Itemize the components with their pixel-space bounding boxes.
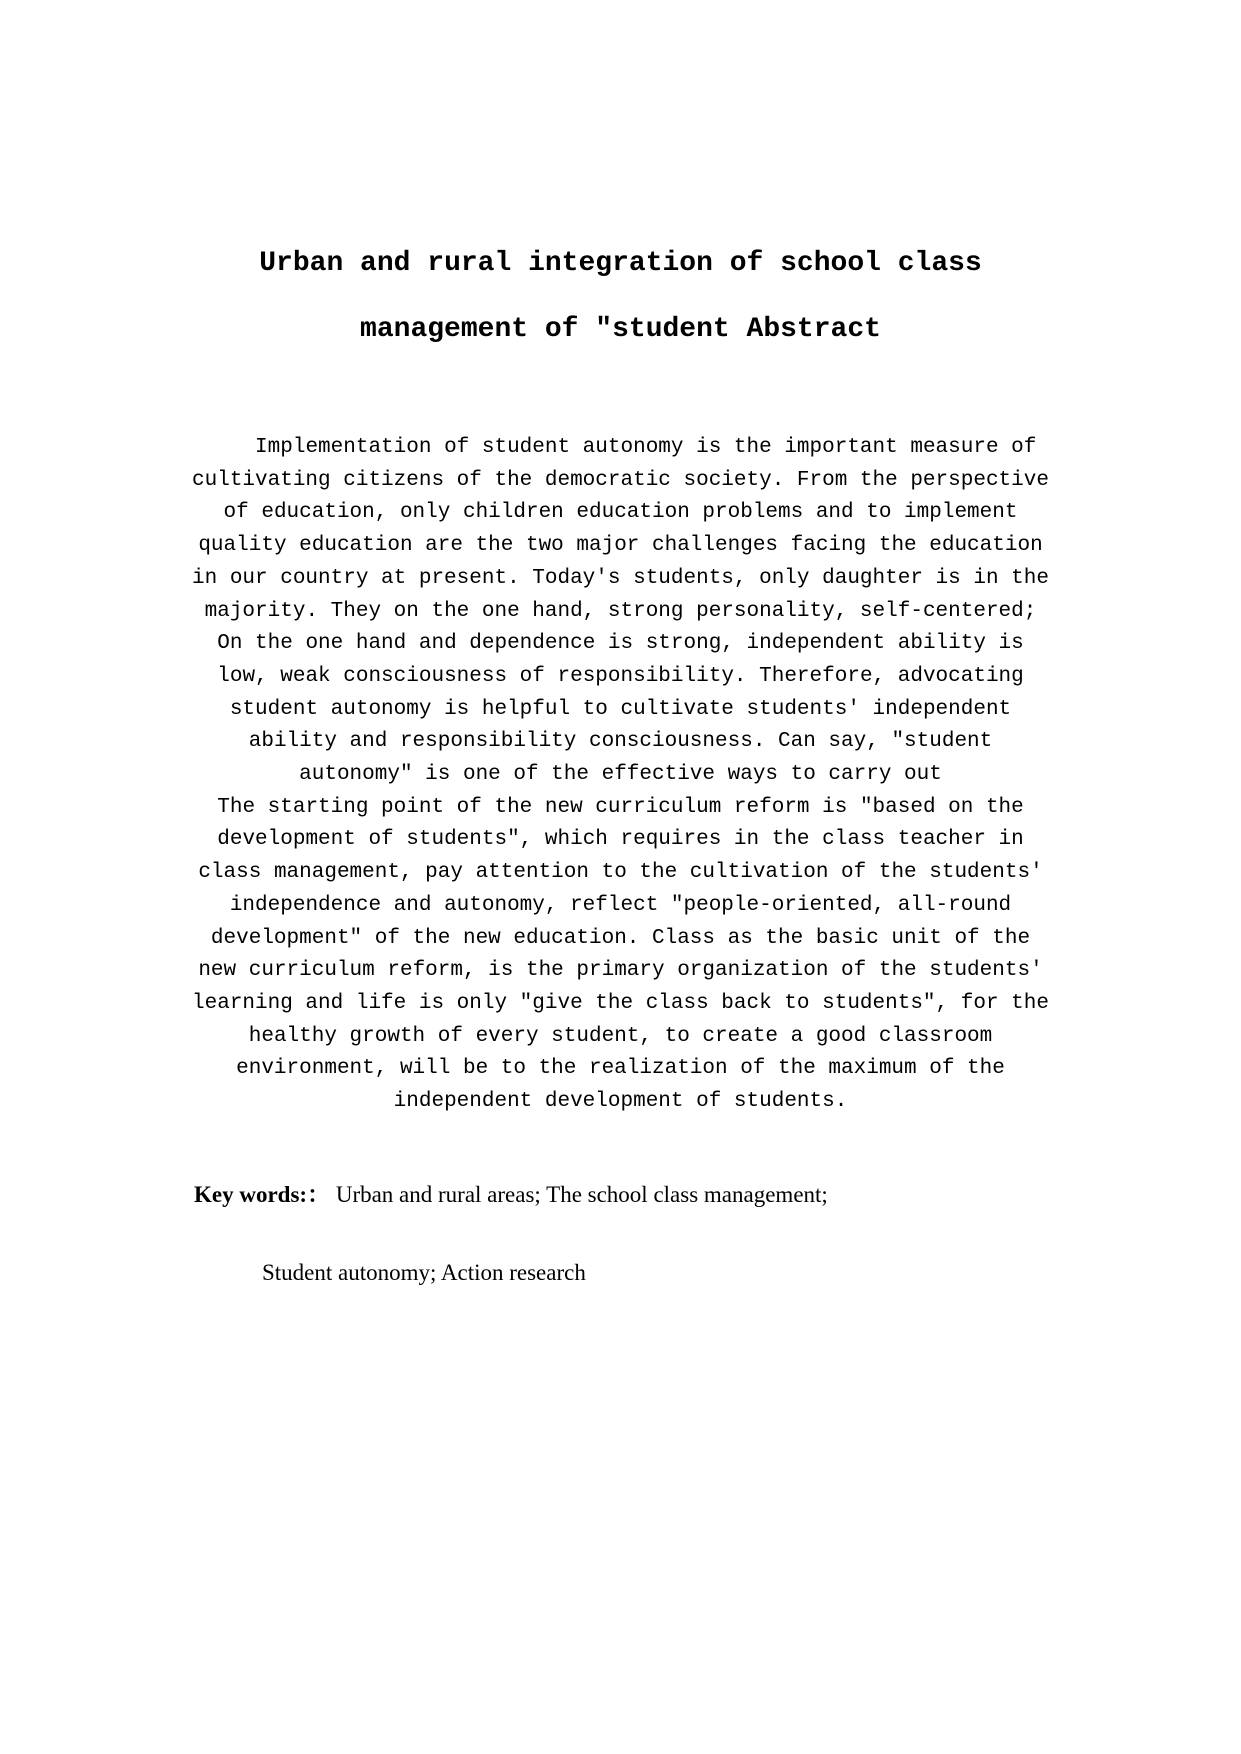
abstract-line: The starting point of the new curriculum reform is "based on the: [217, 795, 1024, 819]
abstract-line: healthy growth of every student, to create a good classroom: [248, 1024, 993, 1048]
abstract-line: majority. They on the one hand, strong personality, self-centered;: [204, 599, 1037, 623]
title-line-1: Urban and rural integration of school class: [259, 248, 982, 279]
abstract-line: in our country at present. Today's students, only daughter is in the: [192, 566, 1049, 590]
abstract-line: quality education are the two major challenges facing the education: [198, 534, 1043, 558]
abstract-line: independence and autonomy, reflect "people-oriented, all-round: [229, 893, 1012, 917]
keywords-text-1: Urban and rural areas; The school class management;: [335, 1182, 828, 1207]
abstract-line: new curriculum reform, is the primary organization of the students': [198, 959, 1043, 983]
abstract-line: autonomy" is one of the effective ways to carry out: [299, 763, 942, 787]
abstract-line: class management, pay attention to the cultivation of the students': [198, 861, 1043, 885]
keywords-line-2: Student autonomy; Action research: [262, 1260, 586, 1285]
abstract-line: ability and responsibility consciousness. Can say, "student: [248, 730, 993, 754]
abstract-line: student autonomy is helpful to cultivate students' independent: [229, 697, 1012, 721]
abstract-line: On the one hand and dependence is strong, independent ability is: [217, 632, 1024, 656]
abstract-body: [150, 432, 1091, 1119]
abstract-line: environment, will be to the realization of the maximum of the: [236, 1057, 1005, 1081]
abstract-line: cultivating citizens of the democratic society. From the perspective: [192, 468, 1049, 492]
keywords-line-1: [194, 1176, 828, 1209]
abstract-line: development" of the new education. Class as the basic unit of the: [210, 926, 1031, 950]
abstract-line: of education, only children education problems and to implement: [223, 501, 1018, 525]
abstract-line: low, weak consciousness of responsibility. Therefore, advocating: [217, 664, 1024, 688]
abstract-line: Implementation of student autonomy is the important measure of: [204, 436, 1037, 459]
abstract-line: learning and life is only "give the class back to students", for the: [192, 991, 1049, 1015]
title-line-2: management of "student Abstract: [360, 314, 881, 345]
abstract-line: independent development of students.: [393, 1090, 848, 1114]
abstract-line: development of students", which requires in the class teacher in: [217, 828, 1024, 852]
keywords-label: Key words:：: [194, 1182, 331, 1207]
